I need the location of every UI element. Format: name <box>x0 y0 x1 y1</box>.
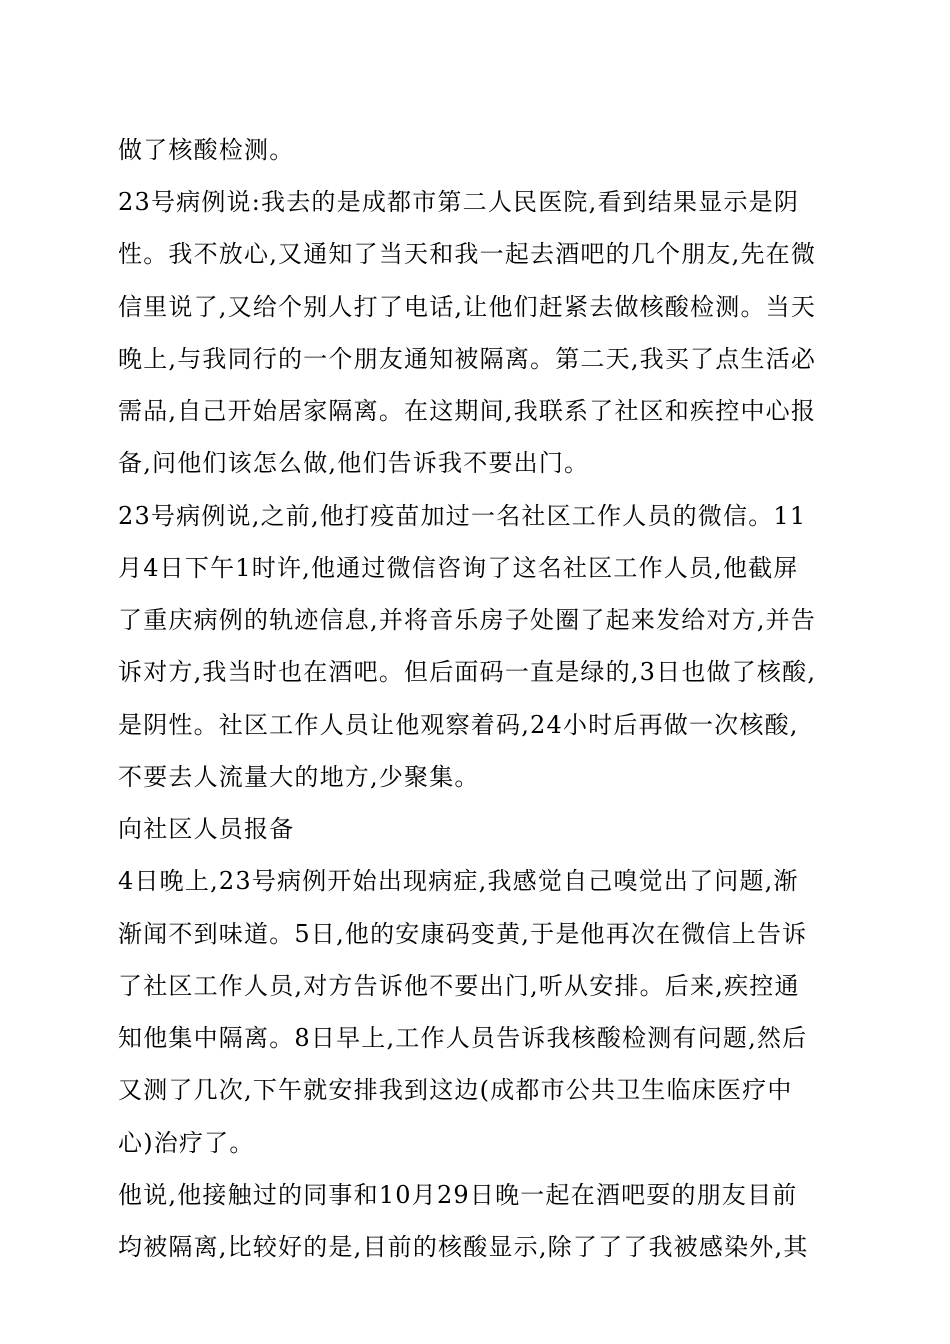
section-heading: 向社区人员报备 <box>118 815 295 843</box>
text-line: 23号病例说,之前,他打疫苗加过一名社区工作人员的微信。11 <box>118 502 807 530</box>
text-line: 4日晚上,23号病例开始出现病症,我感觉自己嗅觉出了问题,渐 <box>118 867 799 895</box>
text-line: 信里说了,又给个别人打了电话,让他们赶紧去做核酸检测。当天 <box>118 293 817 321</box>
text-line: 不要去人流量大的地方,少聚集。 <box>118 763 480 791</box>
text-line: 月4日下午1时许,他通过微信咨询了这名社区工作人员,他截屏 <box>118 554 799 582</box>
text-line: 渐闻不到味道。5日,他的安康码变黄,于是他再次在微信上告诉 <box>118 920 808 948</box>
text-line: 23号病例说:我去的是成都市第二人民医院,看到结果显示是阴 <box>118 188 800 216</box>
text-line: 心)治疗了。 <box>118 1129 255 1157</box>
text-line: 备,问他们该怎么做,他们告诉我不要出门。 <box>118 449 590 477</box>
text-line: 晚上,与我同行的一个朋友通知被隔离。第二天,我买了点生活必 <box>118 345 817 373</box>
text-line: 诉对方,我当时也在酒吧。但后面码一直是绿的,3日也做了核酸, <box>118 658 817 686</box>
text-line: 性。我不放心,又通知了当天和我一起去酒吧的几个朋友,先在微 <box>118 240 817 268</box>
text-line: 做了核酸检测。 <box>118 136 295 164</box>
text-line: 均被隔离,比较好的是,目前的核酸显示,除了了了我被感染外,其 <box>118 1233 809 1261</box>
text-line: 是阴性。社区工作人员让他观察着码,24小时后再做一次核酸, <box>118 711 799 739</box>
text-line: 又测了几次,下午就安排我到这边(成都市公共卫生临床医疗中 <box>118 1076 793 1104</box>
text-line: 他说,他接触过的同事和10月29日晚一起在酒吧耍的朋友目前 <box>118 1181 798 1209</box>
text-line: 了社区工作人员,对方告诉他不要出门,听从安排。后来,疾控通 <box>118 972 800 1000</box>
text-line: 了重庆病例的轨迹信息,并将音乐房子处圈了起来发给对方,并告 <box>118 606 817 634</box>
text-line: 知他集中隔离。8日早上,工作人员告诉我核酸检测有问题,然后 <box>118 1024 808 1052</box>
text-line: 需品,自己开始居家隔离。在这期间,我联系了社区和疾控中心报 <box>118 397 817 425</box>
